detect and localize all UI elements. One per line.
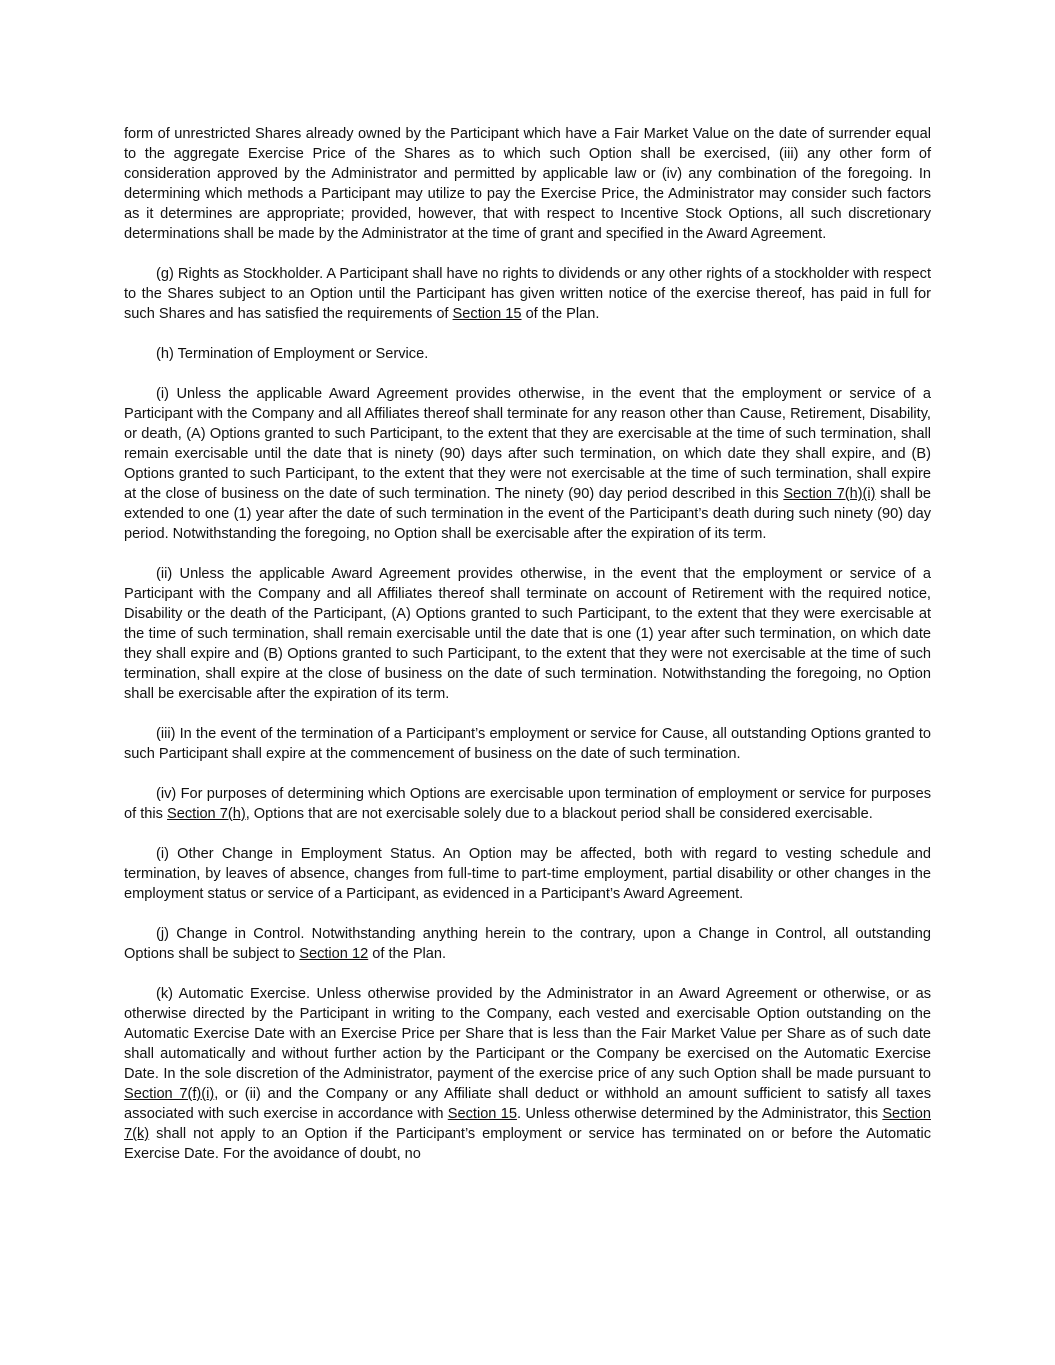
paragraph-text: . Unless otherwise determined by the Administrator, this <box>516 1106 883 1122</box>
paragraph-text: (j) Change in Control. Notwithstanding anything herein to the contrary, upon a Change in Control, all outstanding Options shall be subject to <box>124 926 931 962</box>
paragraph-text: (h) Termination of Employment or Service. <box>156 346 429 362</box>
paragraph-text: (iii) In the event of the termination of a Participant’s employment or service for Cause, all outstanding Options granted to such Participant shall expire at the commencement of business on the date of such termination. <box>124 726 931 762</box>
paragraph-h <box>124 344 931 364</box>
paragraph-h-iv <box>124 784 931 824</box>
paragraph-j <box>124 924 931 964</box>
section-reference: Section 7(h) <box>167 806 246 822</box>
paragraph-g <box>124 264 931 324</box>
section-reference: Section 12 <box>299 946 369 962</box>
section-reference: Section 7(k) <box>124 1106 931 1142</box>
paragraph-text: of the Plan. <box>521 306 600 322</box>
paragraph-text: (i) Other Change in Employment Status. An Option may be affected, both with regard to vesting schedule and termination, by leaves of absence, changes from full-time to part-time employment, partial disability or other changes in the employment status or service of a Participant, as evidenced in a Participant’s Award Agreement. <box>124 846 931 902</box>
paragraph-h-iii <box>124 724 931 764</box>
paragraph-text: (g) Rights as Stockholder. A Participant shall have no rights to dividends or any other rights of a stockholder with respect to the Shares subject to an Option until the Participant has given written notice of the exercise thereof, has paid in full for such Shares and has satisfied the requirements of <box>124 266 931 322</box>
paragraph-k <box>124 984 931 1164</box>
section-reference: Section 7(h)(i) <box>783 486 876 502</box>
paragraph-text: shall not apply to an Option if the Participant’s employment or service has terminated on or before the Automatic Exercise Date. For the avoidance of doubt, no <box>124 1126 931 1162</box>
paragraph-text: (k) Automatic Exercise. Unless otherwise provided by the Administrator in an Award Agreement or otherwise, or as otherwise directed by the Participant in writing to the Company, each vested and exercisable Option outstanding on the Automatic Exercise Date with an Exercise Price per Share that is less than the Fair Market Value per Share as of such date shall automatically and without further action by the Participant or the Company be exercised on the Automatic Exercise Date. In the sole discretion of the Administrator, payment of the exercise price of any such Option shall be made pursuant to <box>124 986 931 1082</box>
paragraph-text: of the Plan. <box>368 946 447 962</box>
paragraph-text: , Options that are not exercisable solely due to a blackout period shall be considered exercisable. <box>245 806 873 822</box>
paragraph-i <box>124 844 931 904</box>
paragraph-h-ii <box>124 564 931 704</box>
paragraph-text: (iv) For purposes of determining which Options are exercisable upon termination of employment or service for purposes of this <box>124 786 931 822</box>
section-reference: Section 15 <box>447 1106 517 1122</box>
paragraph-h-i <box>124 384 931 544</box>
paragraph-text: (ii) Unless the applicable Award Agreement provides otherwise, in the event that the employment or service of a Participant with the Company and all Affiliates thereof shall terminate on account of Retirement with the required notice, Disability or the death of the Participant, (A) Options granted to such Participant, to the extent that they were exercisable at the time of such termination, shall remain exercisable until the date that is one (1) year after such termination, on which date they shall expire and (B) Options granted to such Participant, to the extent that they were not exercisable at the time of such termination, shall expire at the close of business on the date of such termination. Notwithstanding the foregoing, no Option shall be exercisable after the expiration of its term. <box>124 566 931 702</box>
document-page <box>124 124 931 1184</box>
section-reference: Section 15 <box>452 306 522 322</box>
paragraph-continuation <box>124 124 931 244</box>
paragraph-text: , or (ii) and the Company or any Affiliate shall deduct or withhold an amount sufficient to satisfy all taxes associated with such exercise in accordance with <box>124 1086 931 1122</box>
paragraph-text: shall be extended to one (1) year after the date of such termination in the event of the Participant’s death during such ninety (90) day period. Notwithstanding the foregoing, no Option shall be exercisable after the expiration of its term. <box>124 486 931 542</box>
section-reference: Section 7(f)(i) <box>124 1086 215 1102</box>
paragraph-text: (i) Unless the applicable Award Agreement provides otherwise, in the event that the employment or service of a Participant with the Company and all Affiliates thereof shall terminate for any reason other than Cause, Retirement, Disability, or death, (A) Options granted to such Participant, to the extent that they are exercisable at the time of such termination, shall remain exercisable until the date that is ninety (90) days after such termination, on which date they shall expire, and (B) Options granted to such Participant, to the extent that they were not exercisable at the time of such termination, shall expire at the close of business on the date of such termination. The ninety (90) day period described in this <box>124 386 931 502</box>
paragraph-text: form of unrestricted Shares already owned by the Participant which have a Fair Market Value on the date of surrender equal to the aggregate Exercise Price of the Shares as to which such Option shall be exercised, (iii) any other form of consideration approved by the Administrator and permitted by applicable law or (iv) any combination of the foregoing. In determining which methods a Participant may utilize to pay the Exercise Price, the Administrator may consider such factors as it determines are appropriate; provided, however, that with respect to Incentive Stock Options, all such discretionary determinations shall be made by the Administrator at the time of grant and specified in the Award Agreement. <box>124 126 931 242</box>
